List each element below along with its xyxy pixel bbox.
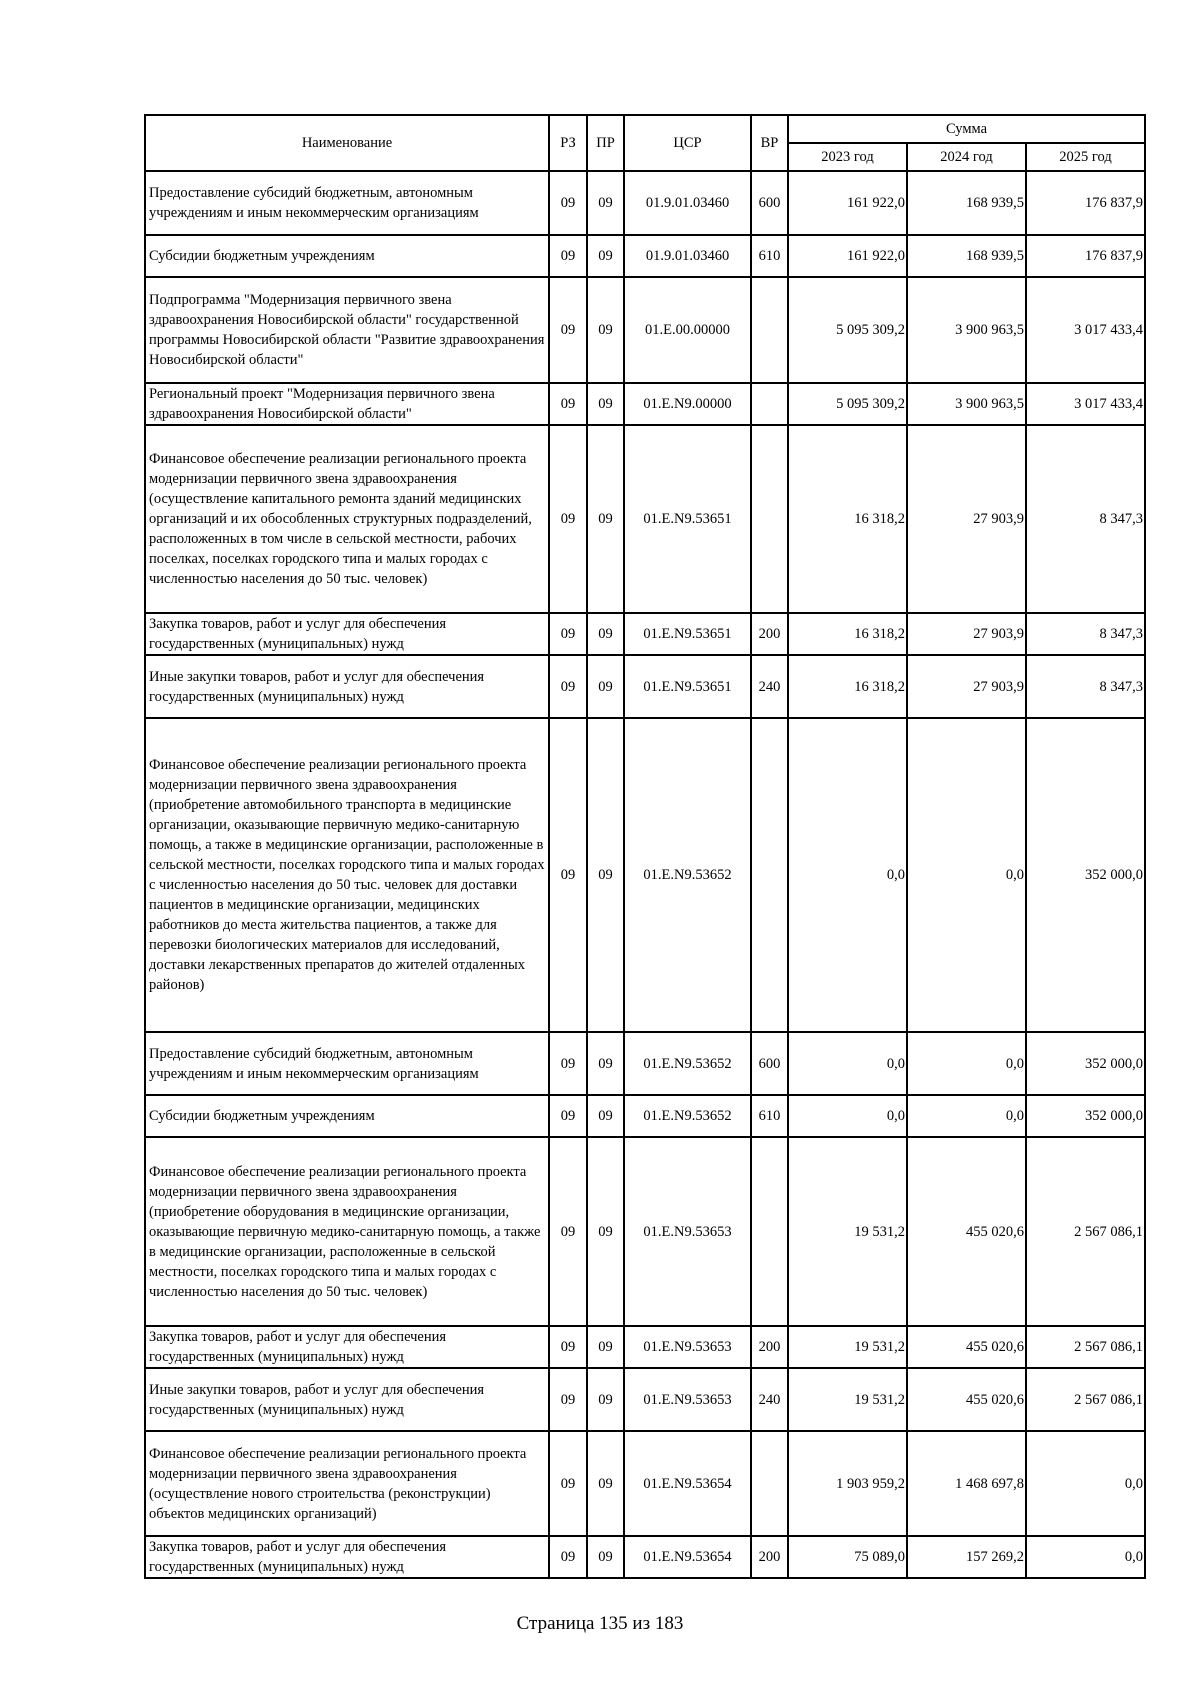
row-2024: 27 903,9 [907, 613, 1026, 655]
row-pr: 09 [587, 171, 624, 235]
row-csr: 01.E.N9.53652 [624, 718, 751, 1032]
row-csr: 01.E.N9.53653 [624, 1137, 751, 1326]
row-2024: 168 939,5 [907, 171, 1026, 235]
row-vr: 240 [751, 1368, 788, 1431]
row-name: Иные закупки товаров, работ и услуг для обеспечения государственных (муниципальных) нужд [145, 1368, 549, 1431]
row-vr [751, 1431, 788, 1536]
row-2023: 1 903 959,2 [788, 1431, 907, 1536]
table-row [145, 1032, 1145, 1095]
table-row [145, 1536, 1145, 1578]
row-2025: 2 567 086,1 [1026, 1368, 1145, 1431]
row-csr: 01.E.N9.53651 [624, 613, 751, 655]
row-name: Предоставление субсидий бюджетным, автономным учреждениям и иным некоммерческим организациям [145, 1032, 549, 1095]
row-rz: 09 [549, 1137, 587, 1326]
table-row [145, 655, 1145, 718]
row-csr: 01.E.N9.53651 [624, 425, 751, 613]
row-pr: 09 [587, 383, 624, 425]
table-row [145, 277, 1145, 383]
row-vr [751, 383, 788, 425]
table-row [145, 718, 1145, 1032]
row-pr: 09 [587, 1032, 624, 1095]
row-name: Закупка товаров, работ и услуг для обеспечения государственных (муниципальных) нужд [145, 613, 549, 655]
row-vr: 600 [751, 171, 788, 235]
row-2025: 352 000,0 [1026, 718, 1145, 1032]
budget-table [144, 114, 1146, 1579]
row-rz: 09 [549, 425, 587, 613]
row-pr: 09 [587, 718, 624, 1032]
row-2024: 3 900 963,5 [907, 383, 1026, 425]
row-name: Финансовое обеспечение реализации регионального проекта модернизации первичного звена здравоохранения (осуществление нового строительства (реконструкции) объектов медицинских организаций) [145, 1431, 549, 1536]
row-rz: 09 [549, 1326, 587, 1368]
row-2023: 19 531,2 [788, 1368, 907, 1431]
row-vr: 240 [751, 655, 788, 718]
row-name: Региональный проект "Модернизация первичного звена здравоохранения Новосибирской области" [145, 383, 549, 425]
row-2025: 3 017 433,4 [1026, 383, 1145, 425]
row-2024: 27 903,9 [907, 425, 1026, 613]
row-2025: 176 837,9 [1026, 235, 1145, 277]
row-2025: 0,0 [1026, 1431, 1145, 1536]
row-vr: 200 [751, 613, 788, 655]
table-row [145, 613, 1145, 655]
table-row [145, 425, 1145, 613]
row-2024: 0,0 [907, 1032, 1026, 1095]
row-vr [751, 1137, 788, 1326]
row-2025: 2 567 086,1 [1026, 1326, 1145, 1368]
row-rz: 09 [549, 1032, 587, 1095]
row-vr: 610 [751, 235, 788, 277]
row-2025: 352 000,0 [1026, 1095, 1145, 1137]
row-2025: 3 017 433,4 [1026, 277, 1145, 383]
row-name: Финансовое обеспечение реализации регионального проекта модернизации первичного звена здравоохранения (приобретение автомобильного транспорта в медицинские организации, оказывающие первичную медико-санитарную помощь, а также в медицинские организации, расположенные в сельской местности, поселках городского типа и малых городах с численностью населения до 50 тыс. человек для доставки пациентов в медицинские организации, медицинских работников до места жительства пациентов, а также для перевозки биологических материалов для исследований, доставки лекарственных препаратов до жителей отдаленных районов) [145, 718, 549, 1032]
row-2023: 19 531,2 [788, 1326, 907, 1368]
row-2025: 8 347,3 [1026, 655, 1145, 718]
row-2023: 0,0 [788, 1095, 907, 1137]
row-2023: 5 095 309,2 [788, 277, 907, 383]
row-pr: 09 [587, 235, 624, 277]
row-2023: 161 922,0 [788, 235, 907, 277]
row-2023: 0,0 [788, 718, 907, 1032]
row-2024: 0,0 [907, 718, 1026, 1032]
row-2025: 0,0 [1026, 1536, 1145, 1578]
header-year-2023: 2023 год [788, 143, 907, 171]
header-year-2025: 2025 год [1026, 143, 1145, 171]
row-rz: 09 [549, 1368, 587, 1431]
row-2024: 455 020,6 [907, 1368, 1026, 1431]
row-vr [751, 425, 788, 613]
row-pr: 09 [587, 1368, 624, 1431]
row-vr: 200 [751, 1326, 788, 1368]
row-2024: 27 903,9 [907, 655, 1026, 718]
row-name: Субсидии бюджетным учреждениям [145, 235, 549, 277]
row-csr: 01.E.N9.53653 [624, 1326, 751, 1368]
header-sum: Сумма [788, 115, 1145, 143]
row-pr: 09 [587, 655, 624, 718]
row-vr [751, 718, 788, 1032]
row-vr: 600 [751, 1032, 788, 1095]
row-csr: 01.E.N9.00000 [624, 383, 751, 425]
table-row [145, 1095, 1145, 1137]
row-2025: 2 567 086,1 [1026, 1137, 1145, 1326]
row-csr: 01.9.01.03460 [624, 235, 751, 277]
row-csr: 01.E.N9.53654 [624, 1536, 751, 1578]
row-2024: 168 939,5 [907, 235, 1026, 277]
table-row [145, 235, 1145, 277]
row-csr: 01.E.N9.53654 [624, 1431, 751, 1536]
row-rz: 09 [549, 1095, 587, 1137]
row-2024: 157 269,2 [907, 1536, 1026, 1578]
row-pr: 09 [587, 613, 624, 655]
row-name: Закупка товаров, работ и услуг для обеспечения государственных (муниципальных) нужд [145, 1326, 549, 1368]
row-name: Субсидии бюджетным учреждениям [145, 1095, 549, 1137]
row-csr: 01.E.N9.53652 [624, 1032, 751, 1095]
row-rz: 09 [549, 171, 587, 235]
row-2023: 0,0 [788, 1032, 907, 1095]
row-pr: 09 [587, 277, 624, 383]
row-rz: 09 [549, 718, 587, 1032]
row-csr: 01.E.N9.53651 [624, 655, 751, 718]
row-2025: 8 347,3 [1026, 613, 1145, 655]
row-2024: 3 900 963,5 [907, 277, 1026, 383]
table-row [145, 1431, 1145, 1536]
row-2023: 161 922,0 [788, 171, 907, 235]
row-pr: 09 [587, 1431, 624, 1536]
row-rz: 09 [549, 235, 587, 277]
row-2023: 5 095 309,2 [788, 383, 907, 425]
row-csr: 01.E.N9.53653 [624, 1368, 751, 1431]
header-year-2024: 2024 год [907, 143, 1026, 171]
row-2023: 19 531,2 [788, 1137, 907, 1326]
row-rz: 09 [549, 1431, 587, 1536]
row-name: Иные закупки товаров, работ и услуг для обеспечения государственных (муниципальных) нужд [145, 655, 549, 718]
header-pr: ПР [587, 115, 624, 171]
row-2024: 455 020,6 [907, 1137, 1026, 1326]
table-row [145, 1326, 1145, 1368]
row-rz: 09 [549, 383, 587, 425]
row-2024: 1 468 697,8 [907, 1431, 1026, 1536]
row-pr: 09 [587, 1137, 624, 1326]
row-csr: 01.9.01.03460 [624, 171, 751, 235]
row-pr: 09 [587, 425, 624, 613]
row-csr: 01.E.00.00000 [624, 277, 751, 383]
header-name: Наименование [145, 115, 549, 171]
row-vr: 610 [751, 1095, 788, 1137]
row-pr: 09 [587, 1536, 624, 1578]
table-row [145, 1137, 1145, 1326]
row-2023: 16 318,2 [788, 613, 907, 655]
row-pr: 09 [587, 1326, 624, 1368]
row-name: Предоставление субсидий бюджетным, автономным учреждениям и иным некоммерческим организациям [145, 171, 549, 235]
table-row [145, 383, 1145, 425]
table-row [145, 171, 1145, 235]
row-name: Закупка товаров, работ и услуг для обеспечения государственных (муниципальных) нужд [145, 1536, 549, 1578]
row-vr [751, 277, 788, 383]
row-2023: 16 318,2 [788, 425, 907, 613]
page-number: Страница 135 из 183 [516, 1613, 684, 1634]
table-row [145, 1368, 1145, 1431]
row-2023: 75 089,0 [788, 1536, 907, 1578]
row-rz: 09 [549, 1536, 587, 1578]
row-pr: 09 [587, 1095, 624, 1137]
row-vr: 200 [751, 1536, 788, 1578]
row-2024: 0,0 [907, 1095, 1026, 1137]
row-csr: 01.E.N9.53652 [624, 1095, 751, 1137]
row-2025: 352 000,0 [1026, 1032, 1145, 1095]
row-rz: 09 [549, 277, 587, 383]
row-2025: 176 837,9 [1026, 171, 1145, 235]
row-2023: 16 318,2 [788, 655, 907, 718]
row-name: Финансовое обеспечение реализации регионального проекта модернизации первичного звена здравоохранения (приобретение оборудования в медицинские организации, оказывающие первичную медико-санитарную помощь, а также в медицинские организации, расположенные в сельской местности, поселках городского типа и малых городах с численностью населения до 50 тыс. человек) [145, 1137, 549, 1326]
header-rz: РЗ [549, 115, 587, 171]
row-rz: 09 [549, 613, 587, 655]
row-2024: 455 020,6 [907, 1326, 1026, 1368]
row-name: Финансовое обеспечение реализации регионального проекта модернизации первичного звена здравоохранения (осуществление капитального ремонта зданий медицинских организаций и их обособленных структурных подразделений, расположенных в том числе в сельской местности, рабочих поселках, поселках городского типа и малых городах с численностью населения до 50 тыс. человек) [145, 425, 549, 613]
header-csr: ЦСР [624, 115, 751, 171]
row-rz: 09 [549, 655, 587, 718]
row-2025: 8 347,3 [1026, 425, 1145, 613]
header-vr: ВР [751, 115, 788, 171]
row-name: Подпрограмма "Модернизация первичного звена здравоохранения Новосибирской области" государственной программы Новосибирской области "Развитие здравоохранения Новосибирской области" [145, 277, 549, 383]
